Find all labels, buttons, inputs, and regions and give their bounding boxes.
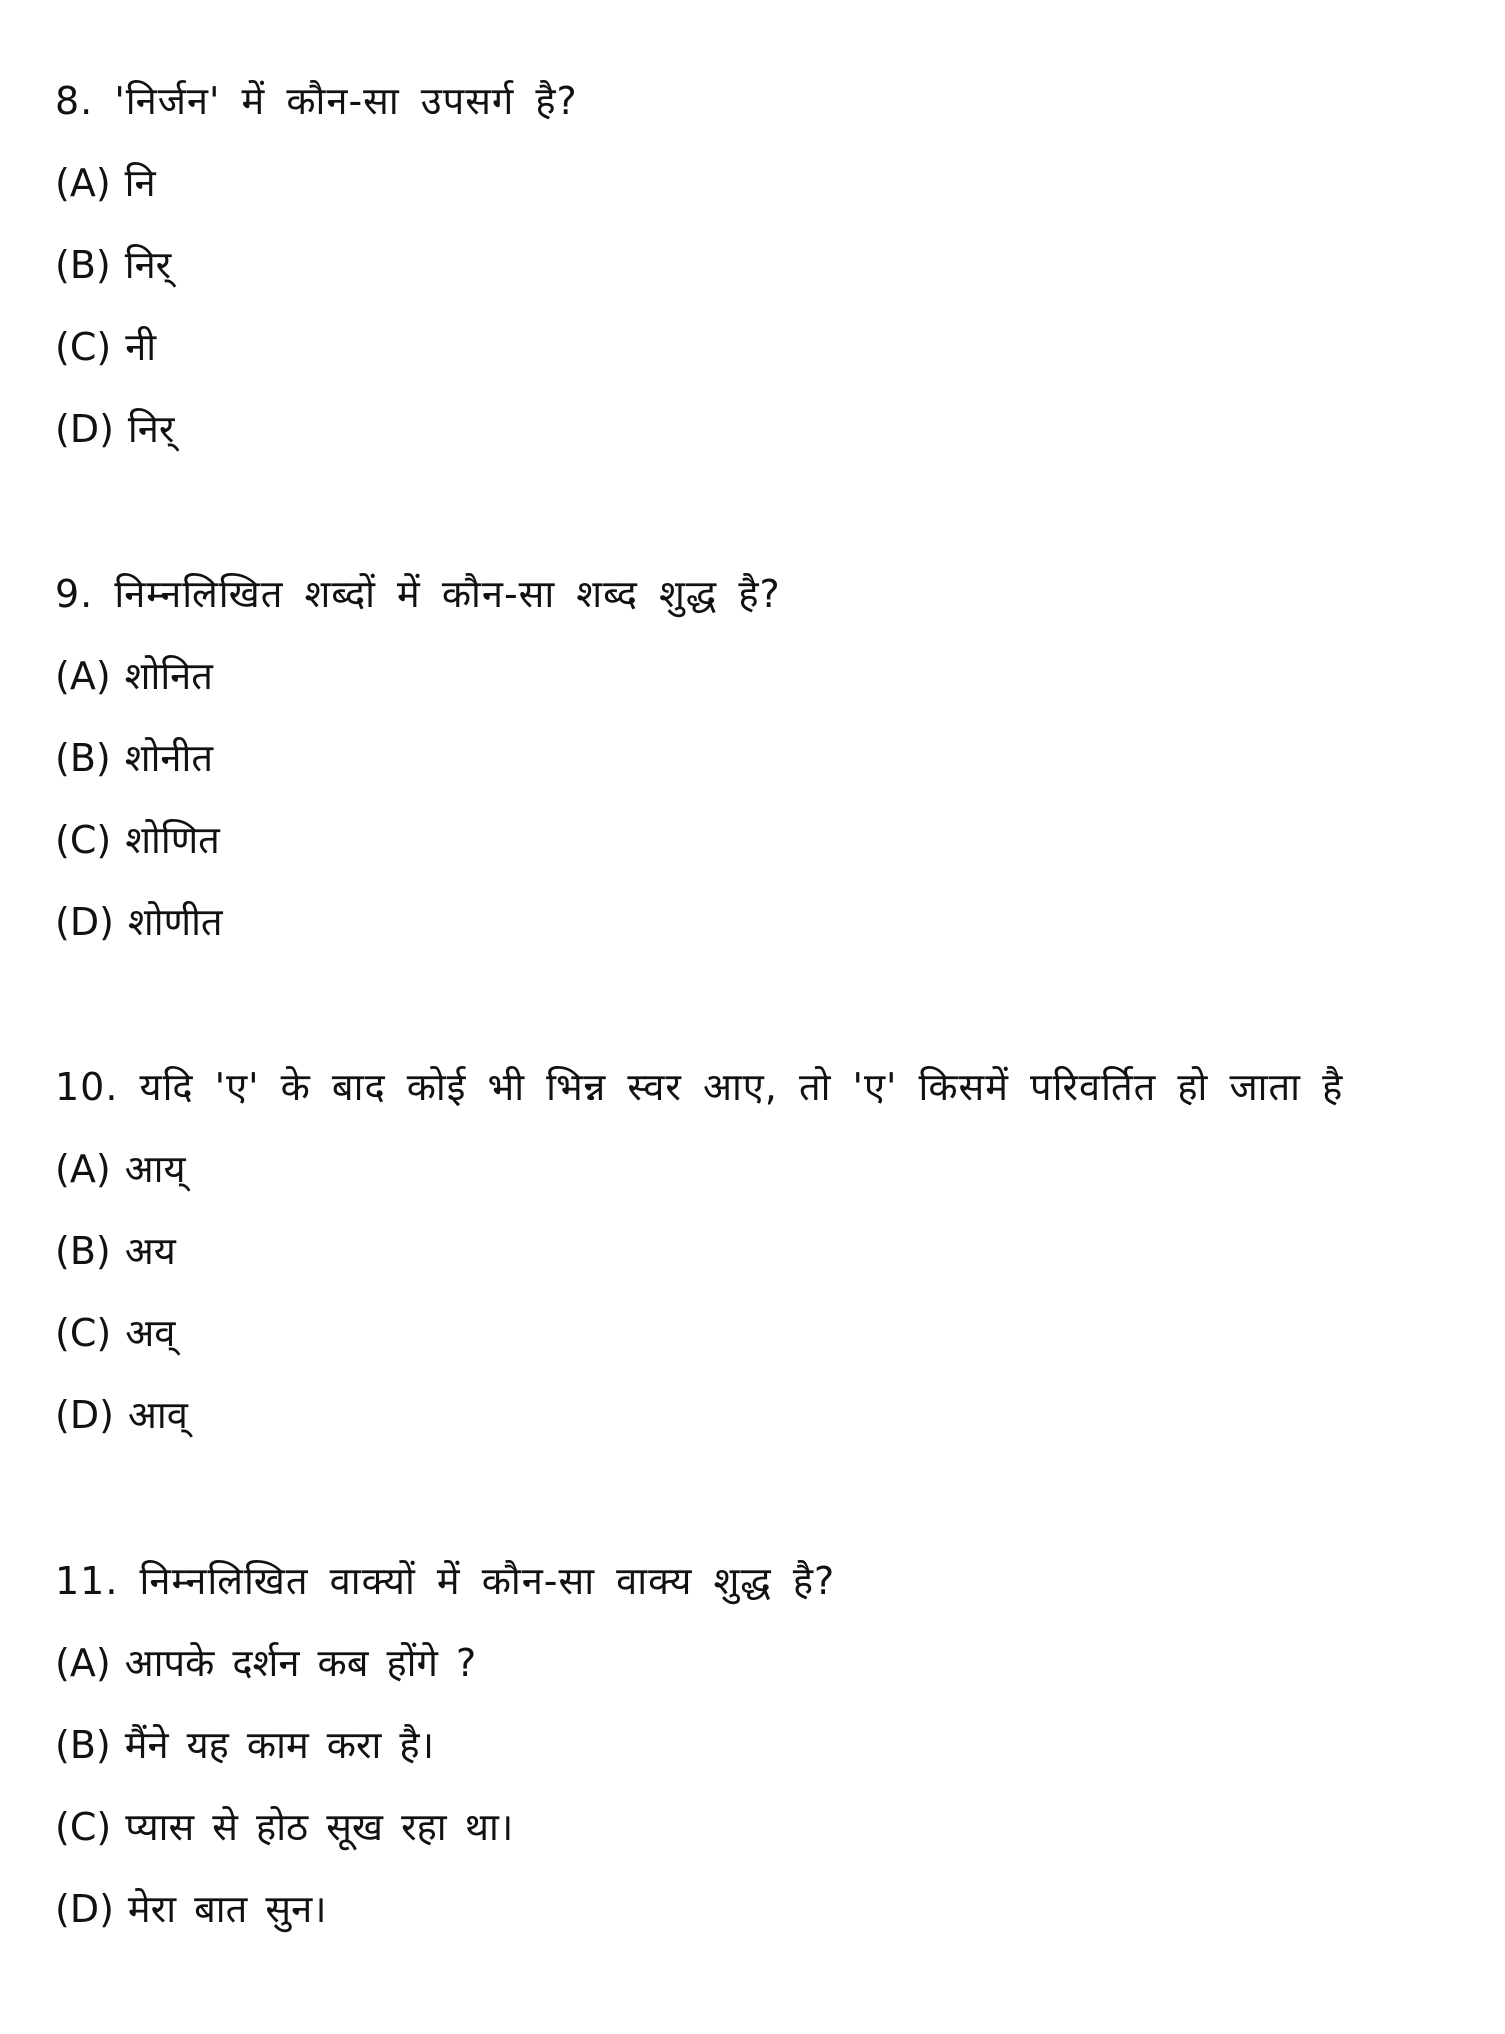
option-label: (B) bbox=[55, 736, 111, 780]
option-a[interactable] bbox=[55, 1140, 1475, 1198]
option-label: (A) bbox=[55, 1147, 111, 1191]
option-a[interactable] bbox=[55, 647, 1475, 705]
option-b[interactable] bbox=[55, 729, 1475, 787]
option-b[interactable] bbox=[55, 1222, 1475, 1280]
option-d[interactable] bbox=[55, 1386, 1475, 1444]
option-label: (C) bbox=[55, 818, 112, 862]
option-text: आपके दर्शन कब होंगे ? bbox=[124, 1641, 477, 1685]
option-c[interactable] bbox=[55, 318, 1475, 376]
question-number: 11. bbox=[55, 1559, 119, 1603]
question-stem: 'निर्जन' में कौन-सा उपसर्ग है? bbox=[114, 79, 578, 123]
option-text: निर् bbox=[124, 243, 172, 287]
option-text: शोनीत bbox=[124, 736, 214, 780]
option-list bbox=[55, 1634, 1475, 1938]
option-text: निर् bbox=[127, 407, 175, 451]
option-label: (B) bbox=[55, 1229, 111, 1273]
option-label: (C) bbox=[55, 325, 112, 369]
question-11 bbox=[55, 1552, 1475, 1938]
question-10 bbox=[55, 1058, 1475, 1444]
option-text: मेरा बात सुन। bbox=[127, 1887, 327, 1931]
option-list bbox=[55, 647, 1475, 951]
question-stem: निम्नलिखित शब्दों में कौन-सा शब्द शुद्ध है? bbox=[114, 572, 781, 616]
option-label: (A) bbox=[55, 161, 111, 205]
option-label: (D) bbox=[55, 407, 114, 451]
option-list bbox=[55, 1140, 1475, 1444]
option-text: नी bbox=[125, 325, 157, 369]
option-label: (A) bbox=[55, 654, 111, 698]
option-d[interactable] bbox=[55, 1880, 1475, 1938]
option-text: आय् bbox=[124, 1147, 186, 1191]
option-text: शोणित bbox=[125, 818, 220, 862]
option-d[interactable] bbox=[55, 400, 1475, 458]
option-c[interactable] bbox=[55, 1798, 1475, 1856]
question-text bbox=[55, 1552, 1475, 1610]
option-b[interactable] bbox=[55, 236, 1475, 294]
question-number: 9. bbox=[55, 572, 94, 616]
question-text bbox=[55, 565, 1475, 623]
option-c[interactable] bbox=[55, 811, 1475, 869]
option-text: शोनित bbox=[124, 654, 213, 698]
option-d[interactable] bbox=[55, 893, 1475, 951]
option-list bbox=[55, 154, 1475, 458]
question-number: 8. bbox=[55, 79, 94, 123]
question-9 bbox=[55, 565, 1475, 951]
question-text bbox=[55, 72, 1475, 130]
option-text: प्यास से होठ सूख रहा था। bbox=[125, 1805, 514, 1849]
option-label: (D) bbox=[55, 1887, 114, 1931]
question-stem: यदि 'ए' के बाद कोई भी भिन्न स्वर आए, तो 'ए' किसमें परिवर्तित हो जाता है bbox=[139, 1065, 1344, 1109]
option-label: (B) bbox=[55, 243, 111, 287]
option-label: (C) bbox=[55, 1311, 112, 1355]
option-label: (A) bbox=[55, 1641, 111, 1685]
option-text: मैंने यह काम करा है। bbox=[124, 1723, 434, 1767]
question-number: 10. bbox=[55, 1065, 119, 1109]
option-label: (C) bbox=[55, 1805, 112, 1849]
option-c[interactable] bbox=[55, 1304, 1475, 1362]
question-stem: निम्नलिखित वाक्यों में कौन-सा वाक्य शुद्ध है? bbox=[139, 1559, 836, 1603]
option-label: (D) bbox=[55, 900, 114, 944]
option-text: नि bbox=[124, 161, 156, 205]
option-a[interactable] bbox=[55, 1634, 1475, 1692]
option-label: (D) bbox=[55, 1393, 114, 1437]
question-text bbox=[55, 1058, 1475, 1116]
option-text: अय bbox=[124, 1229, 176, 1273]
option-text: शोणीत bbox=[127, 900, 223, 944]
option-label: (B) bbox=[55, 1723, 111, 1767]
option-text: अव् bbox=[125, 1311, 176, 1355]
option-text: आव् bbox=[127, 1393, 188, 1437]
option-b[interactable] bbox=[55, 1716, 1475, 1774]
question-8 bbox=[55, 72, 1475, 458]
option-a[interactable] bbox=[55, 154, 1475, 212]
